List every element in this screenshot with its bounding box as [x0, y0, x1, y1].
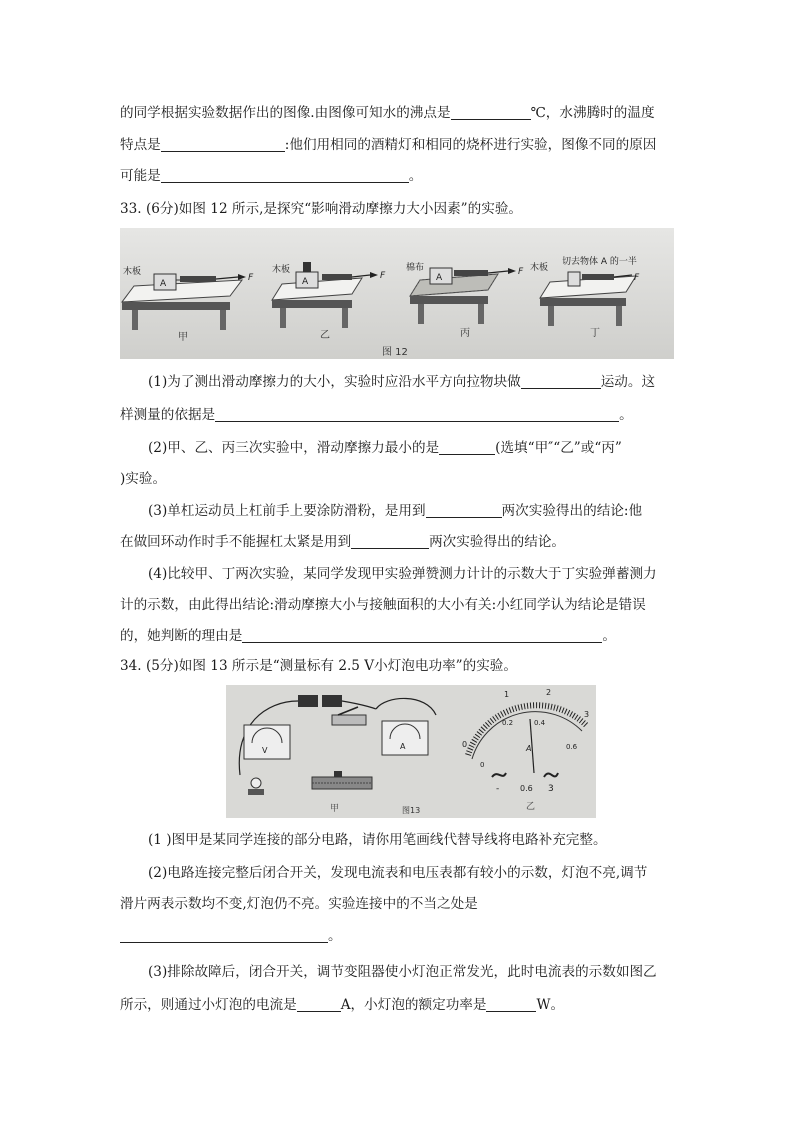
text-segment: 。 — [328, 928, 342, 944]
terminal-06: 0.6 — [520, 784, 533, 793]
answer-blank[interactable] — [351, 534, 429, 549]
text-segment: :他们用相同的酒精灯和相同的烧杯进行实验，图像不同的原因 — [284, 137, 657, 153]
left-panel-label: 甲 — [330, 804, 340, 814]
q33-part2-line1 — [148, 438, 622, 458]
scale-top-1: 1 — [504, 690, 510, 699]
text-segment: ℃，水沸腾时的温度 — [530, 105, 655, 121]
text-segment: 的同学根据实验数据作出的图像.由图像可知水的沸点是 — [120, 105, 451, 121]
q34-stem: 34. (5分)如图 13 所示是“测量标有 2.5 V小灯泡电功率”的实验。 — [120, 658, 517, 674]
force-label: F — [518, 267, 524, 277]
scale-bottom-2: 0.4 — [534, 719, 546, 727]
text-segment: 在做回环动作时手不能握杠太紧是用到 — [120, 534, 352, 550]
text-segment: 两次实验得出的结论。 — [429, 534, 566, 550]
terminal-3: 3 — [548, 784, 554, 794]
q33-part3-line2 — [120, 532, 565, 552]
force-label: F — [248, 273, 254, 283]
scale-bottom-3: 0.6 — [566, 743, 578, 751]
dial-unit: A — [526, 744, 532, 753]
text-segment: (1)为了测出滑动摩擦力的大小，实验时应沿水平方向拉物块做 — [148, 374, 521, 390]
q34-part2-line1: (2)电路连接完整后闭合开关，发现电流表和电压表都有较小的示数，灯泡不亮,调节 — [148, 865, 648, 881]
text-segment: A，小灯泡的额定功率是 — [340, 997, 487, 1013]
figure-caption: 图 12 — [382, 347, 408, 358]
q34-part2-line2: 滑片两表示数均不变,灯泡仍不亮。实验连接中的不当之处是 — [120, 896, 478, 912]
figure-13 — [226, 685, 596, 818]
scale-bottom-1: 0.2 — [502, 719, 514, 727]
text-segment: 所示，则通过小灯泡的电流是 — [120, 997, 297, 1013]
q33-part3-line1 — [148, 501, 642, 521]
figure-12 — [120, 228, 674, 359]
q34-part1: (1 )图甲是某同学连接的部分电路，请你用笔画线代替导线将电路补充完整。 — [148, 832, 607, 848]
block-label: A — [160, 279, 167, 289]
text-segment: 样测量的依据是 — [120, 407, 216, 423]
q33-part2-line2: )实验。 — [120, 471, 167, 487]
answer-blank[interactable] — [120, 928, 328, 943]
q34-part3-line2 — [120, 995, 564, 1015]
text-segment: (选填“甲″“乙”或“丙” — [495, 440, 622, 456]
block-label: A — [302, 277, 309, 287]
q33-part4-line3 — [120, 626, 616, 646]
answer-blank[interactable] — [242, 628, 602, 643]
q34-part3-line1: (3)排除故障后，闭合开关，调节变阻器使小灯泡正常发光，此时电流表的示数如图乙 — [148, 964, 657, 980]
scale-top-2: 2 — [546, 688, 552, 697]
right-panel-label: 乙 — [526, 802, 536, 812]
panel-label: 甲 — [178, 332, 188, 343]
answer-blank[interactable] — [486, 997, 536, 1012]
text-segment: 运动。这 — [600, 374, 656, 390]
q33-part1-line1 — [148, 372, 655, 392]
q33-part4-line2: 计的示数，由此得出结论:滑动摩擦大小与接触面积的大小有关:小红同学认为结论是错误 — [120, 597, 646, 613]
text-segment: 特点是 — [120, 137, 161, 153]
answer-blank[interactable] — [521, 374, 601, 389]
scale-top-3: 3 — [584, 710, 590, 719]
answer-blank[interactable] — [426, 503, 502, 518]
scale-top-0: 0 — [462, 740, 468, 749]
q33-stem: 33. (6分)如图 12 所示,是探究“影响滑动摩擦力大小因素”的实验。 — [120, 201, 523, 217]
panel-label: 丁 — [590, 328, 600, 339]
cut-note: 切去物体 A 的一半 — [562, 257, 637, 267]
q33-part1-line2 — [120, 405, 633, 425]
force-label: F — [380, 271, 386, 281]
force-label: F — [634, 273, 640, 283]
text-segment: (2)甲、乙、丙三次实验中，滑动摩擦力最小的是 — [148, 440, 440, 456]
block-label: A — [436, 273, 443, 283]
surface-label: 木板 — [272, 265, 291, 275]
text-segment: 。 — [408, 168, 423, 184]
intro-line-2 — [120, 135, 656, 155]
text-segment: (3)单杠运动员上杠前手上要涂防滑粉，是用到 — [148, 503, 426, 519]
surface-label: 木板 — [530, 263, 549, 273]
answer-blank[interactable] — [297, 997, 341, 1012]
intro-line-3 — [120, 166, 422, 186]
figure-caption: 图13 — [402, 806, 421, 815]
scale-bottom-0: 0 — [480, 761, 485, 769]
q34-part2-line3 — [120, 926, 342, 946]
surface-label: 木板 — [123, 267, 142, 277]
panel-label: 乙 — [320, 330, 330, 341]
text-segment: 两次实验得出的结论:他 — [501, 503, 643, 519]
answer-blank[interactable] — [215, 407, 619, 422]
text-segment: 。 — [619, 407, 633, 423]
panel-label: 丙 — [460, 328, 470, 339]
answer-blank[interactable] — [161, 137, 285, 152]
text-segment: 的，她判断的理由是 — [120, 628, 243, 644]
ammeter-letter: A — [400, 742, 406, 751]
text-segment: 可能是 — [120, 168, 161, 184]
circuit-figure — [226, 685, 596, 818]
text-segment: W。 — [536, 997, 565, 1013]
answer-blank[interactable] — [161, 168, 409, 183]
friction-experiment-figure — [120, 228, 674, 359]
answer-blank[interactable] — [439, 440, 495, 455]
intro-line-1 — [120, 103, 655, 123]
surface-label: 棉布 — [406, 263, 425, 273]
q33-part4-line1: (4)比较甲、丁两次实验，某同学发现甲实验弹赞测力计计的示数大于丁实验弹蓄测力 — [148, 566, 657, 582]
answer-blank[interactable] — [451, 105, 531, 120]
text-segment: 。 — [602, 628, 616, 644]
terminal-neg: - — [496, 784, 500, 794]
voltmeter-letter: V — [262, 746, 268, 755]
